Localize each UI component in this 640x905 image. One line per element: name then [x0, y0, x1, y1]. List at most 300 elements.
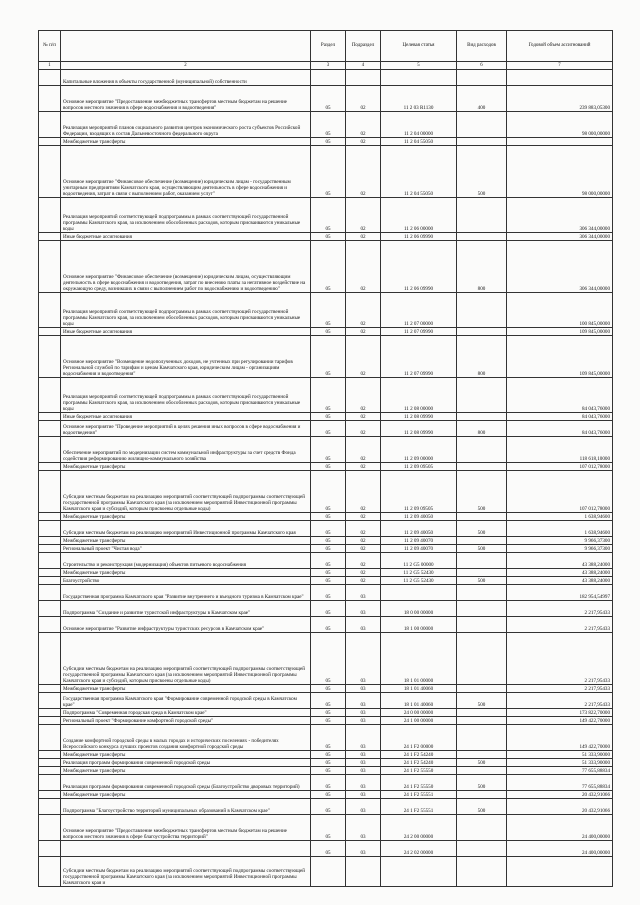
- row-number-cell: [39, 378, 61, 413]
- row-number-cell: [39, 569, 61, 577]
- row-expense-type-cell: [457, 569, 507, 577]
- row-expense-type-cell: [457, 537, 507, 545]
- row-number-cell: [39, 553, 61, 569]
- row-amount-cell: 24 400,00000: [507, 815, 613, 841]
- row-name-cell: Создание комфортной городской среды в малых городах и исторических поселениях - победителях Всероссийского конкурса лучших проектов создания комфортной городской среды: [61, 725, 311, 751]
- table-row: [39, 86, 613, 112]
- row-target-article-cell: 11 2 06 09990: [381, 233, 457, 241]
- row-name-cell: Иные бюджетные ассигнования: [61, 233, 311, 241]
- index-cell: 7: [507, 62, 613, 70]
- table-row: [39, 577, 613, 585]
- row-amount-cell: 306 344,00000: [507, 233, 613, 241]
- row-razdel-cell: 05: [311, 585, 346, 601]
- row-amount-cell: 20 432,91066: [507, 799, 613, 815]
- table-row: [39, 791, 613, 799]
- row-amount-cell: 43 388,24000: [507, 569, 613, 577]
- row-podrazdel-cell: 02: [346, 537, 381, 545]
- row-target-article-cell: 11 2 G5 52430: [381, 577, 457, 585]
- row-razdel-cell: 05: [311, 521, 346, 537]
- row-razdel-cell: [311, 70, 346, 86]
- row-expense-type-cell: [457, 413, 507, 421]
- row-amount-cell: 9 966,37300: [507, 537, 613, 545]
- row-number-cell: [39, 421, 61, 437]
- row-number-cell: [39, 693, 61, 709]
- row-name-cell: Иные бюджетные ассигнования: [61, 328, 311, 336]
- row-razdel-cell: 05: [311, 601, 346, 617]
- table-row: [39, 545, 613, 553]
- table-row: [39, 585, 613, 601]
- row-target-article-cell: 11 2 09 40070: [381, 537, 457, 545]
- row-number-cell: [39, 513, 61, 521]
- row-name-cell: Благоустройство: [61, 577, 311, 585]
- row-amount-cell: 2 217,95433: [507, 693, 613, 709]
- row-amount-cell: 182 954,54997: [507, 585, 613, 601]
- table-header-row: [39, 31, 613, 62]
- row-number-cell: [39, 537, 61, 545]
- table-row: [39, 725, 613, 751]
- row-amount-cell: 100 845,00000: [507, 293, 613, 328]
- row-name-cell: Обеспечение мероприятий по модернизации систем коммунальной инфраструктуры за счет средств Фонда содействия реформированию жилищно-коммунального хозяйства: [61, 437, 311, 463]
- row-name-cell: Межбюджетные трансферты: [61, 791, 311, 799]
- row-name-cell: Основное мероприятие "Возмещение недополученных доходов, не учтенных при регулировании тарифов Региональной службой по тарифам и ценам Камчатского края, юридическим лицам - организациям водоснабжения и водоотведения": [61, 336, 311, 378]
- row-target-article-cell: 18 1 01 40060: [381, 685, 457, 693]
- row-name-cell: Государственная программа Камчатского края "Формирование современной городской среды в Камчатском крае": [61, 693, 311, 709]
- row-target-article-cell: 11 2 09 40070: [381, 545, 457, 553]
- index-cell: 1: [39, 62, 61, 70]
- row-name-cell: Реализация мероприятий соответствующей подпрограммы в рамках соответствующей государственной программы Камчатского края, за исключением обособленных расходов, которым присваиваются уникальные коды: [61, 293, 311, 328]
- row-number-cell: [39, 725, 61, 751]
- row-number-cell: [39, 617, 61, 633]
- row-number-cell: [39, 601, 61, 617]
- row-podrazdel-cell: 02: [346, 521, 381, 537]
- row-amount-cell: 43 388,24000: [507, 577, 613, 585]
- row-razdel-cell: 05: [311, 146, 346, 198]
- row-name-cell: Межбюджетные трансферты: [61, 751, 311, 759]
- row-number-cell: [39, 198, 61, 233]
- row-number-cell: [39, 759, 61, 767]
- row-razdel-cell: 05: [311, 413, 346, 421]
- row-expense-type-cell: 400: [457, 86, 507, 112]
- table-row: [39, 709, 613, 717]
- header-annual-amount: Годовой объем ассигнований: [507, 31, 613, 62]
- row-name-cell: Подпрограмма "Современная городская среда в Камчатском крае": [61, 709, 311, 717]
- row-amount-cell: 51 333,90000: [507, 759, 613, 767]
- table-row: [39, 841, 613, 857]
- index-cell: 2: [61, 62, 311, 70]
- table-row: [39, 293, 613, 328]
- row-razdel-cell: 05: [311, 577, 346, 585]
- row-number-cell: [39, 471, 61, 513]
- row-target-article-cell: 11 2 08 00000: [381, 378, 457, 413]
- row-expense-type-cell: [457, 463, 507, 471]
- row-target-article-cell: 24 0 00 00000: [381, 709, 457, 717]
- row-razdel-cell: 05: [311, 759, 346, 767]
- row-number-cell: [39, 437, 61, 463]
- row-target-article-cell: 11 2 09 40050: [381, 513, 457, 521]
- row-target-article-cell: 11 2 07 09990: [381, 336, 457, 378]
- row-target-article-cell: 11 2 04 55050: [381, 138, 457, 146]
- row-razdel-cell: 05: [311, 293, 346, 328]
- row-number-cell: [39, 791, 61, 799]
- row-podrazdel-cell: 02: [346, 241, 381, 293]
- row-target-article-cell: 11 2 08 09990: [381, 421, 457, 437]
- row-expense-type-cell: 500: [457, 521, 507, 537]
- table-row: [39, 767, 613, 775]
- row-target-article-cell: 18 1 00 00000: [381, 617, 457, 633]
- row-podrazdel-cell: 02: [346, 138, 381, 146]
- row-podrazdel-cell: 03: [346, 617, 381, 633]
- row-number-cell: [39, 112, 61, 138]
- table-row: [39, 537, 613, 545]
- row-podrazdel-cell: 03: [346, 725, 381, 751]
- row-amount-cell: [507, 857, 613, 887]
- row-expense-type-cell: [457, 841, 507, 857]
- row-number-cell: [39, 577, 61, 585]
- row-amount-cell: 149 422,70000: [507, 725, 613, 751]
- table-row: [39, 421, 613, 437]
- row-amount-cell: 107 012,78000: [507, 463, 613, 471]
- row-name-cell: Реализация мероприятий соответствующей подпрограммы в рамках соответствующей государственной программы Камчатского края, за исключением обособленных расходов, которым присваиваются уникальные коды: [61, 198, 311, 233]
- row-podrazdel-cell: 02: [346, 569, 381, 577]
- row-amount-cell: 9 966,37300: [507, 545, 613, 553]
- row-name-cell: Межбюджетные трансферты: [61, 569, 311, 577]
- row-amount-cell: 84 043,76000: [507, 421, 613, 437]
- index-cell: 5: [381, 62, 457, 70]
- row-podrazdel-cell: 03: [346, 693, 381, 709]
- row-expense-type-cell: [457, 617, 507, 633]
- row-podrazdel-cell: 03: [346, 585, 381, 601]
- row-amount-cell: [507, 70, 613, 86]
- row-podrazdel-cell: 02: [346, 413, 381, 421]
- row-podrazdel-cell: 02: [346, 378, 381, 413]
- row-amount-cell: 173 822,70000: [507, 709, 613, 717]
- table-row: [39, 685, 613, 693]
- row-amount-cell: 77 655,88834: [507, 775, 613, 791]
- row-podrazdel-cell: 03: [346, 751, 381, 759]
- table-row: [39, 336, 613, 378]
- row-expense-type-cell: 500: [457, 471, 507, 513]
- row-amount-cell: 1 638,94600: [507, 521, 613, 537]
- row-amount-cell: 77 655,88834: [507, 767, 613, 775]
- row-name-cell: Подпрограмма "Создание и развитие туристской инфраструктуры в Камчатском крае": [61, 601, 311, 617]
- row-podrazdel-cell: 02: [346, 198, 381, 233]
- row-name-cell: Субсидии местным бюджетам на реализацию мероприятий соответствующей подпрограммы соответствующей государственной программы Камчатского края (за исключением мероприятий Инвестиционной программы Камчатского края и субсидий, которым присвоены отдельные коды): [61, 633, 311, 685]
- row-razdel-cell: 05: [311, 328, 346, 336]
- row-razdel-cell: 05: [311, 421, 346, 437]
- row-name-cell: Межбюджетные трансферты: [61, 537, 311, 545]
- table-row: [39, 775, 613, 791]
- row-target-article-cell: 24 1 F2 54240: [381, 751, 457, 759]
- row-number-cell: [39, 521, 61, 537]
- index-cell: 3: [311, 62, 346, 70]
- row-expense-type-cell: [457, 685, 507, 693]
- table-row: [39, 70, 613, 86]
- row-number-cell: [39, 717, 61, 725]
- row-podrazdel-cell: 02: [346, 471, 381, 513]
- header-razdel: Раздел: [311, 31, 346, 62]
- row-razdel-cell: 05: [311, 86, 346, 112]
- row-amount-cell: 51 333,90000: [507, 751, 613, 759]
- row-podrazdel-cell: [346, 857, 381, 887]
- row-razdel-cell: 05: [311, 138, 346, 146]
- row-podrazdel-cell: 02: [346, 293, 381, 328]
- row-target-article-cell: 24 2 00 00000: [381, 815, 457, 841]
- index-cell: 4: [346, 62, 381, 70]
- row-target-article-cell: 11 2 09 40050: [381, 521, 457, 537]
- row-target-article-cell: 11 2 G5 00000: [381, 553, 457, 569]
- row-expense-type-cell: [457, 815, 507, 841]
- row-number-cell: [39, 633, 61, 685]
- row-number-cell: [39, 841, 61, 857]
- row-amount-cell: 2 217,95433: [507, 685, 613, 693]
- row-razdel-cell: 05: [311, 717, 346, 725]
- row-number-cell: [39, 413, 61, 421]
- row-razdel-cell: 05: [311, 791, 346, 799]
- row-expense-type-cell: 500: [457, 693, 507, 709]
- row-target-article-cell: 24 1 F2 00000: [381, 725, 457, 751]
- row-expense-type-cell: 800: [457, 421, 507, 437]
- row-amount-cell: 2 217,95433: [507, 617, 613, 633]
- row-expense-type-cell: [457, 233, 507, 241]
- row-expense-type-cell: 500: [457, 577, 507, 585]
- row-podrazdel-cell: 02: [346, 437, 381, 463]
- row-target-article-cell: 11 2 04 00000: [381, 112, 457, 138]
- row-number-cell: [39, 815, 61, 841]
- row-amount-cell: 118 618,10000: [507, 437, 613, 463]
- row-name-cell: Реализация мероприятий планов социального развития центров экономического роста субъектов Российской Федерации, входящих в состав Дальневосточного федерального округа: [61, 112, 311, 138]
- row-target-article-cell: 24 1 F2 55550: [381, 775, 457, 791]
- row-amount-cell: 2 217,95433: [507, 633, 613, 685]
- row-expense-type-cell: [457, 437, 507, 463]
- row-name-cell: Межбюджетные трансферты: [61, 767, 311, 775]
- row-target-article-cell: 11 2 G5 52430: [381, 569, 457, 577]
- row-name-cell: Капитальные вложения в объекты государственной (муниципальной) собственности: [61, 70, 311, 86]
- row-name-cell: Субсидии местным бюджетам на реализацию мероприятий соответствующей подпрограммы соответствующей государственной программы Камчатского края (за исключением мероприятий Инвестиционной программы Камчатского края и: [61, 857, 311, 887]
- row-target-article-cell: 11 2 09 09505: [381, 463, 457, 471]
- row-podrazdel-cell: 02: [346, 86, 381, 112]
- table-row: [39, 601, 613, 617]
- row-expense-type-cell: [457, 138, 507, 146]
- row-podrazdel-cell: 03: [346, 767, 381, 775]
- row-razdel-cell: [311, 857, 346, 887]
- row-razdel-cell: 05: [311, 815, 346, 841]
- row-expense-type-cell: [457, 585, 507, 601]
- row-target-article-cell: 11 2 07 00000: [381, 293, 457, 328]
- table-row: [39, 633, 613, 685]
- row-podrazdel-cell: 02: [346, 513, 381, 521]
- row-amount-cell: 98 000,00000: [507, 112, 613, 138]
- row-number-cell: [39, 138, 61, 146]
- header-target-article: Целевая статья: [381, 31, 457, 62]
- table-row: [39, 328, 613, 336]
- table-row: [39, 617, 613, 633]
- table-row: [39, 759, 613, 767]
- row-expense-type-cell: [457, 601, 507, 617]
- row-expense-type-cell: [457, 328, 507, 336]
- row-podrazdel-cell: 03: [346, 633, 381, 685]
- row-target-article-cell: 18 0 00 00000: [381, 601, 457, 617]
- header-expense-type: Вид расходов: [457, 31, 507, 62]
- row-target-article-cell: 11 2 06 09990: [381, 241, 457, 293]
- row-razdel-cell: 05: [311, 775, 346, 791]
- row-number-cell: [39, 241, 61, 293]
- row-amount-cell: 20 432,91066: [507, 791, 613, 799]
- row-podrazdel-cell: 02: [346, 233, 381, 241]
- table-row: [39, 471, 613, 513]
- row-expense-type-cell: [457, 633, 507, 685]
- row-name-cell: Межбюджетные трансферты: [61, 685, 311, 693]
- row-expense-type-cell: [457, 791, 507, 799]
- row-amount-cell: 84 043,76000: [507, 413, 613, 421]
- row-target-article-cell: 18 1 01 40060: [381, 693, 457, 709]
- row-podrazdel-cell: 02: [346, 577, 381, 585]
- row-target-article-cell: 24 1 F2 55551: [381, 799, 457, 815]
- table-row: [39, 378, 613, 413]
- row-podrazdel-cell: 03: [346, 775, 381, 791]
- row-expense-type-cell: [457, 553, 507, 569]
- row-razdel-cell: 05: [311, 617, 346, 633]
- row-razdel-cell: 05: [311, 685, 346, 693]
- row-target-article-cell: 24 1 F2 55551: [381, 791, 457, 799]
- row-number-cell: [39, 70, 61, 86]
- row-razdel-cell: 05: [311, 545, 346, 553]
- header-number: № п/п: [39, 31, 61, 62]
- row-name-cell: Региональный проект "Чистая вода": [61, 545, 311, 553]
- row-expense-type-cell: [457, 751, 507, 759]
- row-target-article-cell: 11 2 08 09990: [381, 413, 457, 421]
- row-target-article-cell: 11 2 04 55050: [381, 146, 457, 198]
- row-podrazdel-cell: 03: [346, 791, 381, 799]
- row-podrazdel-cell: 03: [346, 685, 381, 693]
- row-podrazdel-cell: 03: [346, 601, 381, 617]
- row-razdel-cell: 05: [311, 112, 346, 138]
- row-amount-cell: 1 638,94600: [507, 513, 613, 521]
- table-row: [39, 857, 613, 887]
- row-expense-type-cell: 500: [457, 775, 507, 791]
- table-row: [39, 138, 613, 146]
- row-target-article-cell: 11 2 06 00000: [381, 198, 457, 233]
- row-razdel-cell: 05: [311, 378, 346, 413]
- table-row: [39, 553, 613, 569]
- row-number-cell: [39, 463, 61, 471]
- row-amount-cell: 84 043,76000: [507, 378, 613, 413]
- row-number-cell: [39, 146, 61, 198]
- budget-table: [38, 30, 613, 887]
- table-row: [39, 693, 613, 709]
- row-razdel-cell: 05: [311, 725, 346, 751]
- table-row: [39, 233, 613, 241]
- row-target-article-cell: 24 2 02 00000: [381, 841, 457, 857]
- row-name-cell: Основное мероприятие "Предоставление межбюджетных трансфертов местным бюджетам на решение вопросов местного значения в сфере благоустройства территорий": [61, 815, 311, 841]
- table-row: [39, 146, 613, 198]
- row-podrazdel-cell: 02: [346, 553, 381, 569]
- row-razdel-cell: 05: [311, 709, 346, 717]
- row-podrazdel-cell: 02: [346, 463, 381, 471]
- row-name-cell: Подпрограмма "Благоустройство территорий муниципальных образований в Камчатском крае": [61, 799, 311, 815]
- row-name-cell: Реализация программ формирования современной городской среды (Благоустройство дворовых территорий): [61, 775, 311, 791]
- row-name-cell: Реализация мероприятий соответствующей подпрограммы в рамках соответствующей государственной программы Камчатского края, за исключением обособленных расходов, которым присваиваются уникальные коды: [61, 378, 311, 413]
- row-expense-type-cell: [457, 767, 507, 775]
- row-razdel-cell: 05: [311, 751, 346, 759]
- row-name-cell: Региональный проект "Формирование комфортной городской среды": [61, 717, 311, 725]
- row-name-cell: Основное мероприятие "Финансовое обеспечение (возмещение) юридическим лицам - государственным унитарным предприятиям Камчатского края, осуществляющим деятельность в сфере водоснабжения и водоотведения, затрат в связи с выполнением работ, оказанием услуг": [61, 146, 311, 198]
- table-row: [39, 112, 613, 138]
- row-expense-type-cell: [457, 857, 507, 887]
- row-name-cell: Межбюджетные трансферты: [61, 463, 311, 471]
- row-expense-type-cell: 500: [457, 545, 507, 553]
- row-number-cell: [39, 86, 61, 112]
- row-target-article-cell: 24 1 F2 55550: [381, 767, 457, 775]
- row-razdel-cell: 05: [311, 437, 346, 463]
- row-razdel-cell: 05: [311, 633, 346, 685]
- row-amount-cell: 149 422,70000: [507, 717, 613, 725]
- row-razdel-cell: 05: [311, 233, 346, 241]
- row-podrazdel-cell: 03: [346, 799, 381, 815]
- row-expense-type-cell: [457, 717, 507, 725]
- row-amount-cell: 24 400,00000: [507, 841, 613, 857]
- row-name-cell: Государственная программа Камчатского края "Развитие внутреннего и въездного туризма в Камчатском крае": [61, 585, 311, 601]
- row-razdel-cell: 05: [311, 513, 346, 521]
- row-number-cell: [39, 328, 61, 336]
- table-row: [39, 463, 613, 471]
- row-podrazdel-cell: [346, 70, 381, 86]
- row-podrazdel-cell: 03: [346, 717, 381, 725]
- row-name-cell: Основное мероприятие "Финансовое обеспечение (возмещение) юридическим лицам, осуществляющим деятельность в сфере водоснабжения и водоотведения, затрат по внесению платы за негативное воздействие на окружающую среду, возникших в связи с выполнением работ по водоснабжению и водоотведению": [61, 241, 311, 293]
- row-name-cell: Строительство и реконструкция (модернизация) объектов питьевого водоснабжения: [61, 553, 311, 569]
- row-podrazdel-cell: 02: [346, 146, 381, 198]
- table-row: [39, 513, 613, 521]
- row-number-cell: [39, 799, 61, 815]
- row-target-article-cell: [381, 857, 457, 887]
- row-razdel-cell: 05: [311, 336, 346, 378]
- row-expense-type-cell: [457, 70, 507, 86]
- row-podrazdel-cell: 02: [346, 328, 381, 336]
- row-number-cell: [39, 709, 61, 717]
- row-razdel-cell: 05: [311, 463, 346, 471]
- row-podrazdel-cell: 03: [346, 841, 381, 857]
- row-target-article-cell: 18 1 01 00000: [381, 633, 457, 685]
- row-expense-type-cell: [457, 112, 507, 138]
- row-name-cell: Субсидии местным бюджетам на реализацию мероприятий соответствующей подпрограммы соответствующей государственной программы Камчатского края (за исключением мероприятий Инвестиционной программы Камчатского края и субсидий, которым присвоены отдельные коды): [61, 471, 311, 513]
- header-podrazdel: Подраздел: [346, 31, 381, 62]
- row-amount-cell: 306 344,00000: [507, 198, 613, 233]
- row-podrazdel-cell: 02: [346, 336, 381, 378]
- row-expense-type-cell: 500: [457, 799, 507, 815]
- row-name-cell: Основное мероприятие "Развитие инфраструктуры туристских ресурсов в Камчатском крае": [61, 617, 311, 633]
- row-target-article-cell: 11 2 07 09990: [381, 328, 457, 336]
- row-name-cell: Межбюджетные трансферты: [61, 513, 311, 521]
- row-expense-type-cell: [457, 378, 507, 413]
- row-expense-type-cell: [457, 725, 507, 751]
- row-target-article-cell: 11 2 03 R1130: [381, 86, 457, 112]
- row-name-cell: Реализация программ формирования современной городской среды: [61, 759, 311, 767]
- row-podrazdel-cell: 02: [346, 112, 381, 138]
- row-amount-cell: 306 344,00000: [507, 241, 613, 293]
- row-podrazdel-cell: 03: [346, 815, 381, 841]
- table-row: [39, 437, 613, 463]
- row-amount-cell: 2 217,95433: [507, 601, 613, 617]
- row-number-cell: [39, 685, 61, 693]
- row-amount-cell: 239 883,05300: [507, 86, 613, 112]
- header-name: [61, 31, 311, 62]
- row-amount-cell: 109 845,00000: [507, 336, 613, 378]
- row-number-cell: [39, 585, 61, 601]
- row-razdel-cell: 05: [311, 553, 346, 569]
- row-target-article-cell: 11 2 09 09505: [381, 471, 457, 513]
- row-amount-cell: 107 012,78000: [507, 471, 613, 513]
- row-expense-type-cell: 800: [457, 336, 507, 378]
- row-target-article-cell: [381, 585, 457, 601]
